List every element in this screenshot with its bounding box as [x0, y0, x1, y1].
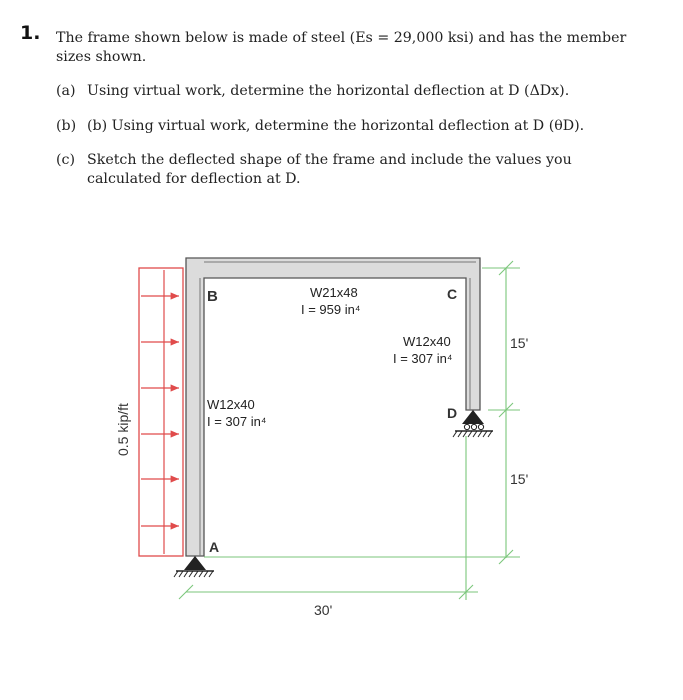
problem-intro: The frame shown below is made of steel (Es = 29,000 ksi) and has the member sizes shown. [56, 30, 627, 65]
left-column-size: W12x40 [207, 397, 255, 412]
problem-number: 1. [20, 22, 41, 44]
load-box [139, 268, 183, 556]
beam-inertia: I = 959 in⁴ [301, 302, 361, 317]
part-b-label: (b) [56, 118, 77, 134]
dimension-span: 30' [314, 602, 333, 618]
part-c-label: (c) [56, 152, 76, 168]
node-label-a: A [209, 539, 220, 555]
roller-support-d [453, 410, 493, 437]
node-label-b: B [207, 288, 218, 305]
part-b-text: (b) Using virtual work, determine the horizontal deflection at D (θD). [87, 118, 585, 134]
distributed-load [115, 268, 183, 556]
part-c-text: Sketch the deflected shape of the frame and include the values you calculated for deflection at D. [87, 152, 572, 187]
part-a-label: (a) [56, 83, 76, 99]
pin-support-a [174, 556, 214, 577]
node-label-d: D [447, 405, 458, 421]
beam-size: W21x48 [310, 285, 358, 300]
dimension-upper: 15' [510, 335, 529, 351]
dimension-lower: 15' [510, 471, 529, 487]
left-column-inertia: I = 307 in⁴ [207, 414, 267, 429]
right-column-inertia: I = 307 in⁴ [393, 351, 453, 366]
load-label: 0.5 kip/ft [115, 403, 131, 456]
part-a-text: Using virtual work, determine the horizontal deflection at D (ΔDx). [87, 83, 570, 99]
right-column-size: W12x40 [403, 334, 451, 349]
node-label-c: C [447, 286, 458, 302]
